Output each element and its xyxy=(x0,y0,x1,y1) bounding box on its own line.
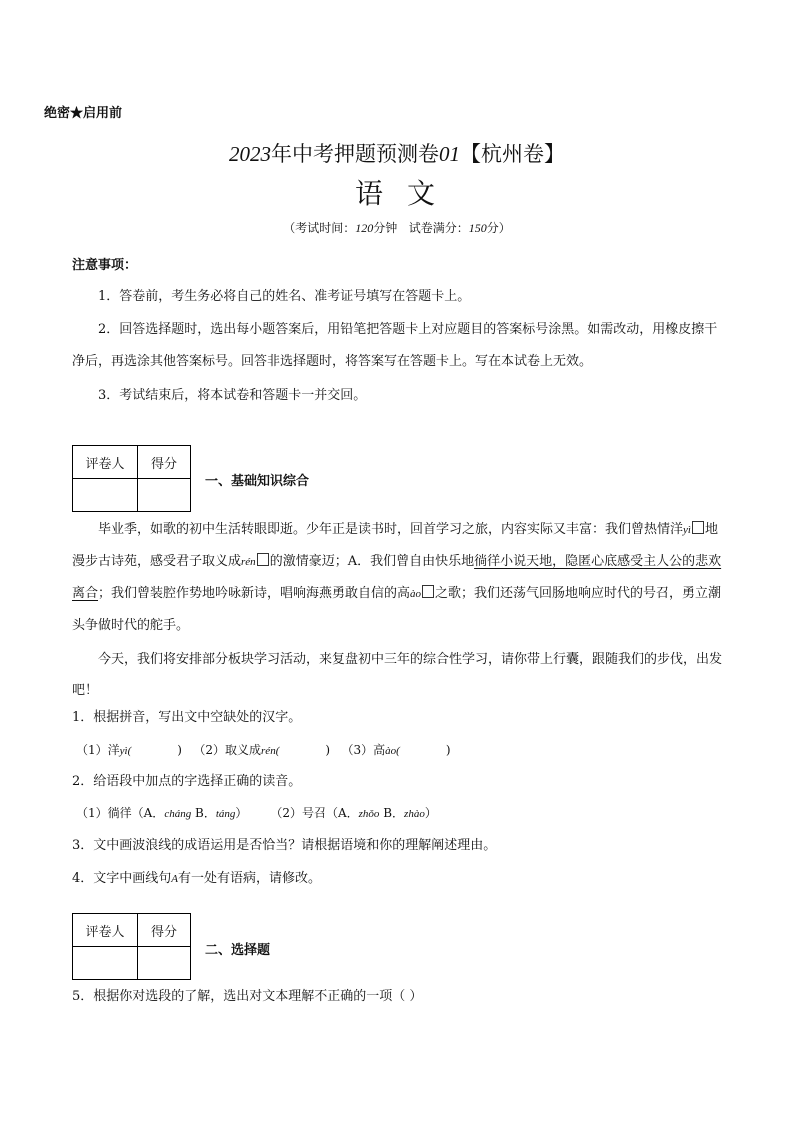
q2-opt-2-end: ） xyxy=(424,806,437,820)
title-year: 2023 xyxy=(229,142,271,166)
score-cell xyxy=(138,479,191,512)
q1-opt-3-end: ) xyxy=(445,743,451,757)
full-score-value: 150 xyxy=(468,221,487,235)
blank-box-2 xyxy=(257,553,269,566)
blank-box-3 xyxy=(422,585,434,598)
full-score-unit: 分） xyxy=(486,221,511,235)
sentence-a-underlined: 徜徉小说天地，隐匿心底感受主人公的悲欢离合 xyxy=(72,554,722,601)
q1-opt-1-end: ) xyxy=(177,743,182,757)
question-4 xyxy=(72,869,724,889)
q2-opt-2-b-label: B． xyxy=(379,806,405,820)
score-table-2 xyxy=(72,913,191,980)
q4-text-b: 有一处有语病，请修改。 xyxy=(178,871,322,886)
grader-header: 评卷人 xyxy=(73,446,138,479)
passage-text: 地漫步古诗苑，感受君子取义成 xyxy=(72,522,718,569)
pinyin-2: rén xyxy=(241,556,256,568)
grader-header: 评卷人 xyxy=(73,914,138,947)
section-1-title: 一、基础知识综合 xyxy=(205,474,310,489)
q1-opt-2-label: （2）取义成 xyxy=(193,743,262,757)
q1-opt-2-end: ) xyxy=(325,743,331,757)
exam-time-value: 120 xyxy=(355,221,374,235)
q4-var: A xyxy=(171,873,179,885)
q2-opt-1-a: cháng xyxy=(164,808,192,820)
q2-opt-2-label: （2）号召（A． xyxy=(270,806,359,820)
exam-time-unit: 分钟 xyxy=(373,221,398,235)
question-2: 2．给语段中加点的字选择正确的读音。 xyxy=(72,774,302,789)
section-2-title: 二、选择题 xyxy=(205,943,271,958)
title-main: 年中考押题预测卷 xyxy=(271,142,439,166)
sentence-a-label: A．我们曾自由快乐地 xyxy=(347,554,475,569)
q1-opt-1-pinyin: yì( xyxy=(119,745,132,757)
notice-item-2: 2．回答选择题时，选出每小题答案后，用铅笔把答题卡上对应题目的答案标号涂黑。如需改动，用橡皮擦干净后，再选涂其他答案标号。回答非选择题时，将答案写在答题卡上。写在本试卷上无效。 xyxy=(72,322,718,369)
grader-cell xyxy=(73,947,138,980)
exam-time-label: （考试时间： xyxy=(283,221,356,235)
subject-title: 语文 xyxy=(354,177,459,210)
q2-opt-1-end: ） xyxy=(235,806,248,820)
pinyin-1: yì xyxy=(683,524,691,536)
q2-opt-2-b: zhào xyxy=(404,808,425,820)
grader-cell xyxy=(73,479,138,512)
score-header: 得分 xyxy=(138,914,191,947)
blank-box-1 xyxy=(692,521,704,534)
passage-text: 之歌；我们还荡气回肠地响应时代的号召，勇立潮头争做时代的舵手。 xyxy=(72,586,722,633)
passage-text: 毕业季，如歌的初中生活转眼即逝。少年正是读书时，回首学习之旅，内容实际又丰富：我们曾热情洋 xyxy=(98,522,684,537)
q2-opt-1-label: （1）徜徉（A． xyxy=(76,806,165,820)
score-header: 得分 xyxy=(138,446,191,479)
question-1-options xyxy=(76,740,728,761)
score-table-1 xyxy=(72,445,191,512)
question-1: 1．根据拼音，写出文中空缺处的汉字。 xyxy=(72,710,302,725)
confidential-label: 绝密★启用前 xyxy=(44,106,123,121)
q1-opt-1-label: （1）洋 xyxy=(76,743,120,757)
passage-text: ；我们曾装腔作势地吟咏新诗，唱响海燕勇敢自信的高 xyxy=(98,586,411,601)
notice-heading: 注意事项： xyxy=(72,258,138,273)
q2-opt-1-b-label: B． xyxy=(191,806,216,820)
notice-item-1: 1．答卷前，考生务必将自己的姓名、准考证号填写在答题卡上。 xyxy=(98,289,471,304)
title-region: 【杭州卷】 xyxy=(460,142,565,166)
pinyin-3: ào xyxy=(410,588,422,600)
q4-text-a: 4．文字中画线句 xyxy=(72,871,172,886)
q2-opt-2-a: zhǒo xyxy=(358,808,380,820)
exam-title xyxy=(0,138,794,168)
full-score-label: 试卷满分： xyxy=(408,221,469,235)
question-3: 3．文中画波浪线的成语运用是否恰当？请根据语境和你的理解阐述理由。 xyxy=(72,838,497,853)
notice-item-3: 3．考试结束后，将本试卷和答题卡一并交回。 xyxy=(98,388,367,403)
q1-opt-3-label: （3）高 xyxy=(341,743,386,757)
passage-paragraph-1 xyxy=(72,514,726,641)
passage-text: 的激情豪迈； xyxy=(269,554,348,569)
q2-opt-1-b: táng xyxy=(215,808,236,820)
score-cell xyxy=(138,947,191,980)
q1-opt-3-pinyin: ào( xyxy=(385,745,400,757)
q1-opt-2-pinyin: rén( xyxy=(261,745,280,757)
question-2-options xyxy=(76,803,728,824)
exam-info xyxy=(0,219,794,236)
passage-paragraph-2: 今天，我们将安排部分板块学习活动，来复盘初中三年的综合性学习，请你带上行囊，跟随我们的步伐，出发吧！ xyxy=(72,652,723,698)
question-5: 5．根据你对选段的了解，选出对文本理解不正确的一项（ ） xyxy=(72,989,423,1004)
title-number: 01 xyxy=(439,142,460,166)
